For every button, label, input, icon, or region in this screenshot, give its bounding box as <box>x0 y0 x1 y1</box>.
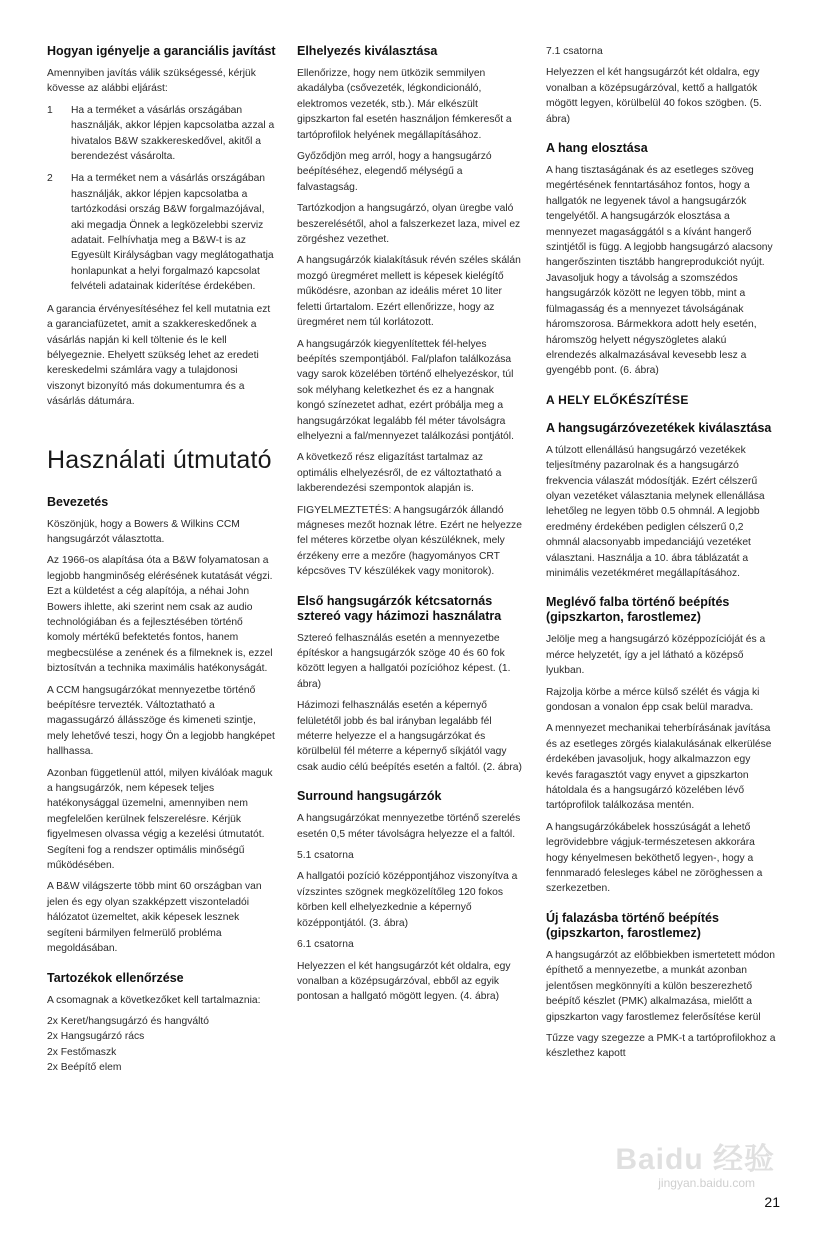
paragraph: A túlzott ellenállású hangsugárzó vezetékek teljesítmény pazarolnak és a hangsugárzó frekvencia válaszát módosítják. Ezért célszerű olyan vezetéket választania melynek ellenállása lehetőleg ne legyen több 0.5 ohmnál. A legjobb eredmény érdekében pediglen célszerű 0,2 ohmnál alacsonyabb impedanciájú vezetéket választani. Használja a 10. ábra táblázatát a minimális vezetékméret megállapításához. <box>546 444 765 579</box>
paragraph: A hangsugárzókat mennyezetbe történő szerelés esetén 0,5 méter távolságra helyezze el a faltól. <box>297 813 521 840</box>
existing-wall-heading: Meglévő falba történő beépítés (gipszkarton, farostlemez) <box>546 595 730 625</box>
accessories-heading: Tartozékok ellenőrzése <box>47 970 184 985</box>
list-item: 2x Keret/hangsugárzó és hangváltó <box>47 1015 209 1027</box>
warranty-note: A garancia érvényesítéséhez fel kell mutatnia ezt a garanciafüzetet, amit a szakkereskedőnek a vásárlás napján ki kell töltenie és le kell bélyegeznie. Ehelyett szükség lehet az eredeti kereskedelmi számlára vagy a tulajdonosi viszonyt bizonyító más dokumentumra és a vásárlás dátumára. <box>47 303 271 408</box>
paragraph: A hallgatói pozíció középpontjához viszonyítva a vízszintes szögnek megközelítőleg 120 fokos körben kell elhelyezkednie a képernyő középpontjától. (3. ábra) <box>297 871 518 929</box>
column-right <box>546 44 778 1068</box>
paragraph: Győződjön meg arról, hogy a hangsugárzó beépítéséhez, elegendő mélységű a falvastagság. <box>297 151 492 193</box>
paragraph: Az 1966-os alapítása óta a B&W folyamatosan a legjobb hangminőség elérésének kutatását végzi. Ezt a küldetést a cég alapítója, a néhai John Bowers ihlette, aki szerint nem csak az audio technológiában és a fejlesztésében történő komoly mértékű befektetés fontos, hanem megbecsülése a zenének és a filmeknek is, ezzel biztosítván a technika maximális hatékonyságát. <box>47 555 273 675</box>
page-title: Használati útmutató <box>47 445 272 474</box>
list-item: 2x Beépítő elem <box>47 1062 122 1074</box>
list-item: 2x Festőmaszk <box>47 1046 117 1058</box>
step-text: Ha a terméket a vásárlás országában használják, akkor lépjen kapcsolatba azzal a hivatalos B&W szakkereskedővel, akitől a berendezést vásárolta. <box>71 104 275 163</box>
warranty-steps <box>47 103 277 295</box>
paragraph: A CCM hangsugárzókat mennyezetbe történő beépítésre tervezték. Változtatható a magassugárzó állásszöge és kimeneti szintje, mely lehetővé teszi, hogy Ön a legjobb hangképet hallhassa. <box>47 684 275 758</box>
list-item <box>47 103 277 165</box>
paragraph: A mennyezet mechanikai teherbírásának javítása és az esetleges zörgés kialakulásának elkerülése érdekében javasoljuk, hogy alkalmazzon egy kevés faragasztót vagy enyvet a gipszkarton hátoldala és a hangsugárzó közelében lévő tartóprofilok találkozása mentén. <box>546 723 772 812</box>
placement-heading: Elhelyezés kiválasztása <box>297 44 438 58</box>
warranty-intro: Amennyiben javítás válik szükségessé, kérjük kövesse az alábbi eljárást: <box>47 68 256 95</box>
site-prep-heading: A HELY ELŐKÉSZÍTÉSE <box>546 392 689 407</box>
warning-paragraph: FIGYELMEZTETÉS: A hangsugárzók állandó mágneses mezőt hoznak létre. Ezért ne helyezze fel méteres körzetbe olyan készüléknek, mely érzékeny erre a mezőre (hagyományos CRT képcsöves TV készülékek vagy monitorok). <box>297 504 522 578</box>
paragraph: A B&W világszerte több mint 60 országban van jelen és egy olyan szakképzett viszonteladói hálózatot üzemeltet, akik képesek lesznek segíteni bármilyen felmerülő probléma megoldásában. <box>47 881 262 955</box>
watermark-url: jingyan.baidu.com <box>658 1176 755 1190</box>
step-number: 2 <box>47 173 53 185</box>
paragraph: Ellenőrizze, hogy nem ütközik semmilyen akadályba (csővezeték, légkondicionáló, elektromos vezeték, stb.). Már elkészült gipszkarton fal esetén használjon fémkeresőt a tartóprofilok helyének megállapításához. <box>297 68 512 141</box>
accessories-list <box>47 1014 277 1076</box>
cable-heading: A hangsugárzóvezetékek kiválasztása <box>546 420 772 435</box>
paragraph: Rajzolja körbe a mérce külső szélét és vágja ki gondosan a vonalon épp csak belül maradva. <box>546 686 760 713</box>
new-wall-heading: Új falazásba történő beépítés (gipszkarton, farostlemez) <box>546 910 719 940</box>
paragraph: Helyezzen el két hangsugárzót két oldalra, egy vonalban a középsugárzóval, kettő a hallgatók mögött legyen, körülbelül 40 fokos szögben. (5. ábra) <box>546 67 762 125</box>
paragraph: Tűzze vagy szegezze a PMK-t a tartóprofilokhoz a készlethez kapott <box>546 1032 776 1060</box>
paragraph: A hangsugárzókábelek hosszúságát a lehető legrövidebbre vágjuk-természetesen akkorára hogy kényelmesen beköthető legyen-, hogy a fennmaradó felesleges kábel ne zöröghessen a szerkezetben. <box>546 821 763 895</box>
step-text: Ha a terméket nem a vásárlás országában használják, akkor lépjen kapcsolatba a tartózkodási ország B&W forgalmazójával, aki megadja Önnek a legközelebbi szerviz adatait. Felhívhatja meg a B&W-t is az Egyesült Királyságban vagy meglátogathatja honlapunkat a helyi forgalmazó kapcsolat felvételi adatainak kiderítése érdekében. <box>71 173 274 293</box>
column-middle <box>297 44 523 1011</box>
sound-distribution-heading: A hang elosztása <box>546 141 648 156</box>
front-speakers-heading: Első hangsugárzók kétcsatornás sztereó vagy házimozi használatra <box>297 593 502 623</box>
channel-label: 6.1 csatorna <box>297 939 354 951</box>
step-number: 1 <box>47 104 53 116</box>
column-left <box>47 44 277 1076</box>
list-item: 2x Hangsugárzó rács <box>47 1031 145 1043</box>
paragraph: Sztereó felhasználás esetén a mennyezetbe építéskor a hangsugárzók szöge 40 és 60 fok között legyen a hallgatói pozícióhoz képest. (1. ábra) <box>297 632 511 690</box>
paragraph: Tartózkodjon a hangsugárzó, olyan üregbe való beszerelésétől, ahol a falszerkezet laza, mivel ez zörgéshez vezethet. <box>297 203 521 246</box>
paragraph: Házimozi felhasználás esetén a képernyő felületétől jobb és bal irányban legalább fél méterre helyezze el a hangsugárzókat és körülbelül fél méterre a képernyő síkjától vagy csak audio célú beépítés esetén a faltól. (2. ábra) <box>297 700 522 773</box>
paragraph: Jelölje meg a hangsugárzó középpozícióját és a mérce helyzetét, így a jel látható a középső lyukban. <box>546 634 766 677</box>
page-number: 21 <box>764 1194 780 1210</box>
watermark-logo: Baidu 经验 <box>615 1143 775 1176</box>
paragraph: A hangsugárzót az előbbiekben ismertetett módon építhető a mennyezetbe, a munkát azonban jelentősen megkönnyíti a külön beszerezhető beépítő készlet (PMK) alkalmazása, mielőtt a gipszkarton vagy farostlemez felerősítése kerül <box>546 949 775 1023</box>
paragraph: A következő rész eligazítást tartalmaz az optimális elhelyezésről, de ez változtatható a lakberendezési szempontok alapján is. <box>297 452 502 495</box>
paragraph: A hangsugárzók kialakításuk révén széles skálán mozgó üregméret mellett is képesek kielégítő működésre, azonban az ideális méret 10 liter feletti űrtartalom. Ezért ellenőrizze, hogy az üregméret nem túl korlátozott. <box>297 255 521 329</box>
intro-heading: Bevezetés <box>47 494 109 509</box>
warranty-heading: Hogyan igényelje a garanciális javítást <box>47 44 276 58</box>
paragraph: A hangsugárzók kiegyenlítettek fél-helyes beépítés szempontjából. Fal/plafon találkozása vagy sarok közelében történő elhelyezéskor, túl sok mélyhang keletkezhet és ez a hangnak kongó színezetet adhat, ezért próbálja meg a hangsugárzókat legalább fél méter távolságra elhelyezni a fal/mennyezet találkozási pontjától. <box>297 338 514 442</box>
paragraph: A hang tisztaságának és az esetleges szöveg megértésének fenntartásához fontos, hogy a hallgatók ne legyenek távol a hangsugárzók tengelyétől. A hangsugárzók elosztása a mennyezet magasággától s a kívánt hangerő szintjétől is függ. A legjobb hangsugárzó alacsony hangerőszinten tisztább hangreprodukciót nyújt. Javasoljuk hogy a távolság a szomszédos hangsugárzók között ne legyen több, mint a fülmagasság és a mennyezet távolságának háromszorosa. Bármekkora adott hely esetén, háromszög helyett négyszögletes alakú elrendezés alkalmazásával kevesebb lesz a gyengébb pont. (6. ábra) <box>546 165 773 377</box>
channel-label: 5.1 csatorna <box>297 850 354 862</box>
paragraph: Helyezzen el két hangsugárzót két oldalra, egy vonalban a középsugárzóval, ebből az egyik pontosan a hallgató mögött legyen. (4. ábra) <box>297 960 511 1003</box>
accessories-intro: A csomagnak a következőket kell tartalmaznia: <box>47 994 261 1006</box>
channel-label: 7.1 csatorna <box>546 46 603 57</box>
list-item <box>47 171 277 294</box>
surround-heading: Surround hangsugárzók <box>297 789 442 804</box>
paragraph: Azonban függetlenül attól, milyen kiválóak maguk a hangsugárzók, nem képesek teljes hatékonysággal üzemelni, amennyiben nem megfelelően kerülnek felszerelésre. Kérjük figyelmesen olvassa végig a kezelési útmutatót. Segíteni fog a rendszer optimális minőségű működésében. <box>47 767 273 872</box>
paragraph: Köszönjük, hogy a Bowers & Wilkins CCM hangsugárzót választotta. <box>47 518 240 545</box>
